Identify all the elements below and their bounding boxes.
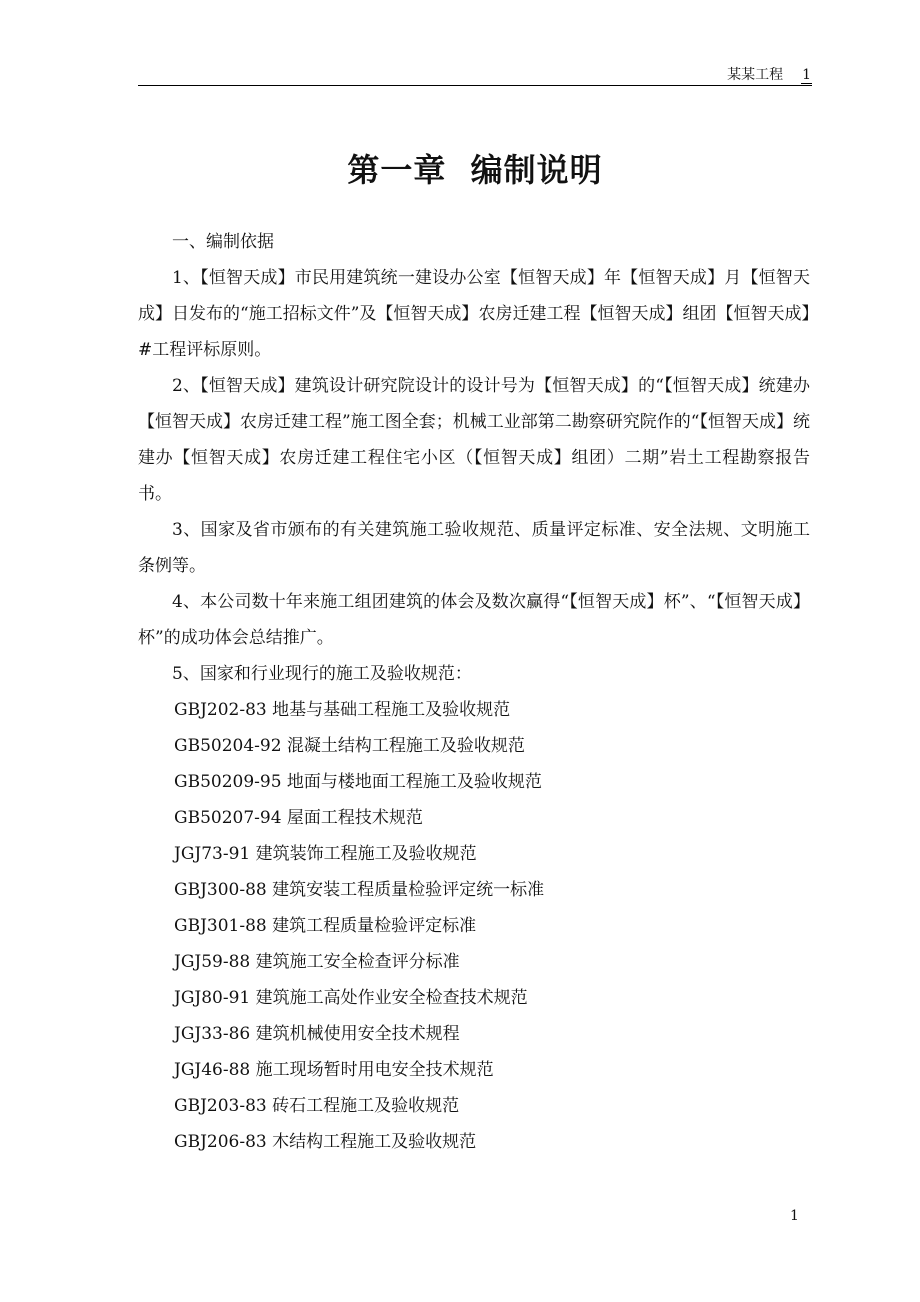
standard-item: JGJ46-88 施工现场暂时用电安全技术规范 <box>174 1060 494 1080</box>
standard-item: JGJ33-86 建筑机械使用安全技术规程 <box>174 1024 460 1044</box>
standard-item: GB50204-92 混凝土结构工程施工及验收规范 <box>174 736 525 756</box>
chapter-title: 第一章 编制说明 <box>347 151 603 189</box>
standard-item: JGJ80-91 建筑施工高处作业安全检查技术规范 <box>174 988 528 1008</box>
paragraph-3: 3、国家及省市颁布的有关建筑施工验收规范、质量评定标准、安全法规、文明施工条例等。 <box>138 520 810 576</box>
header-title: 某某工程 <box>727 67 784 83</box>
standard-item: GBJ206-83 木结构工程施工及验收规范 <box>174 1132 477 1152</box>
paragraph-2: 2、【恒智天成】建筑设计研究院设计的设计号为【恒智天成】的“【恒智天成】统建办【恒智天成】农房迁建工程”施工图全套；机械工业部第二勘察研究院作的“【恒智天成】统建办【恒智天成】农房迁建工程住宅小区（【恒智天成】组团）二期”岩土工程勘察报告书。 <box>138 376 810 504</box>
header-rule <box>138 85 812 86</box>
standard-item: GBJ301-88 建筑工程质量检验评定标准 <box>174 916 477 936</box>
standards-list <box>138 692 810 1160</box>
paragraph-1: 1、【恒智天成】市民用建筑统一建设办公室【恒智天成】年【恒智天成】月【恒智天成】日发布的“施工招标文件”及【恒智天成】农房迁建工程【恒智天成】组团【恒智天成】#工程评标原则。 <box>138 268 810 360</box>
document-body <box>138 224 810 1160</box>
standard-item: GBJ202-83 地基与基础工程施工及验收规范 <box>174 700 511 720</box>
header-text <box>727 64 812 84</box>
standard-item: JGJ59-88 建筑施工安全检查评分标准 <box>174 952 460 972</box>
paragraph-4: 4、本公司数十年来施工组团建筑的体会及数次赢得“【恒智天成】杯”、“【恒智天成】杯”的成功体会总结推广。 <box>138 592 810 648</box>
page-header <box>138 64 812 84</box>
section-heading: 一、编制依据 <box>172 232 274 252</box>
standard-item: GBJ203-83 砖石工程施工及验收规范 <box>174 1096 460 1116</box>
footer-page-number: 1 <box>790 1208 799 1224</box>
header-page-number: 1 <box>802 67 811 83</box>
standard-item: GB50209-95 地面与楼地面工程施工及验收规范 <box>174 772 542 792</box>
standard-item: JGJ73-91 建筑装饰工程施工及验收规范 <box>174 844 477 864</box>
standard-item: GB50207-94 屋面工程技术规范 <box>174 808 423 828</box>
standard-item: GBJ300-88 建筑安装工程质量检验评定统一标准 <box>174 880 545 900</box>
paragraph-5: 5、国家和行业现行的施工及验收规范： <box>172 664 472 684</box>
